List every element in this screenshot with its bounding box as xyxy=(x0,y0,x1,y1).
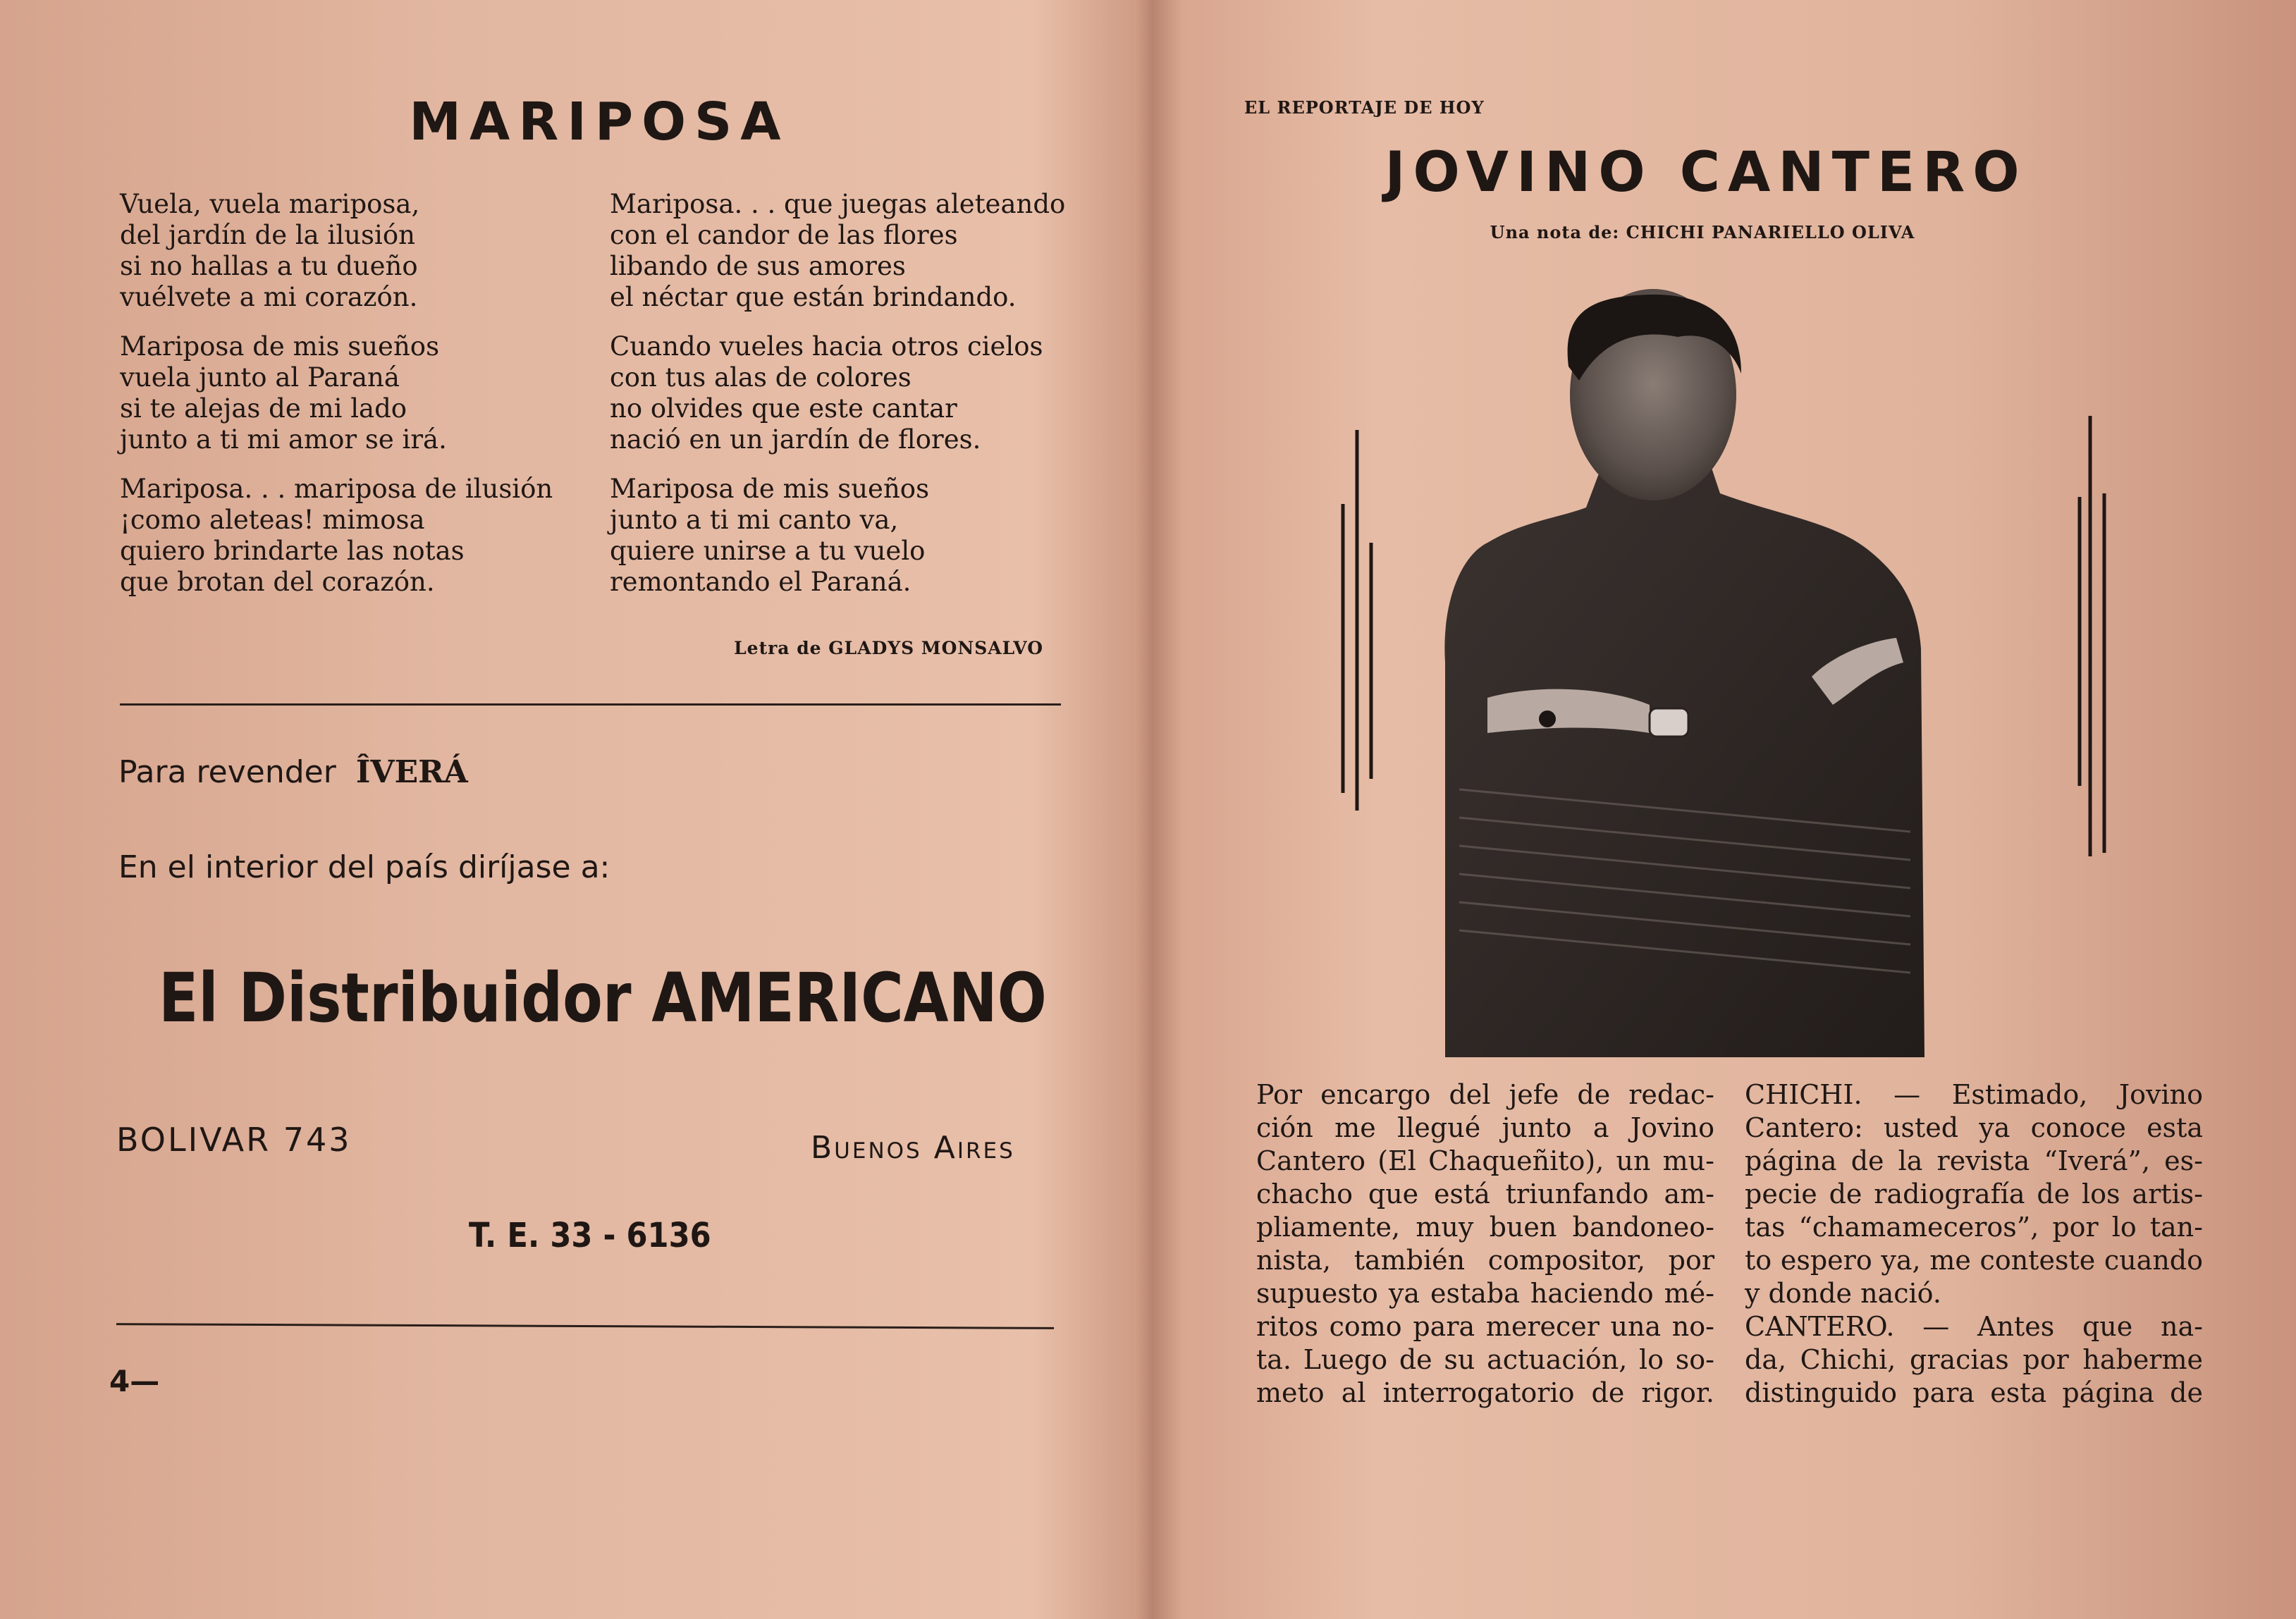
ad-brand: ÎVERÁ xyxy=(355,754,468,790)
article-line: ción me llegué junto a Jovino xyxy=(1256,1112,1714,1143)
decorative-lines-left xyxy=(1343,430,1371,811)
poem-line: Mariposa de mis sueños xyxy=(610,474,930,504)
article-line: supuesto ya estaba haciendo mé- xyxy=(1256,1278,1714,1309)
ad-city: Buenos Aires xyxy=(811,1130,1015,1166)
article-line: tas “chamameceros”, por lo tan- xyxy=(1745,1212,2203,1243)
left-page xyxy=(0,0,1146,1619)
poem-line: vuela junto al Paraná xyxy=(120,362,400,393)
poem-column-1 xyxy=(120,189,585,616)
ad-street: BOLIVAR 743 xyxy=(116,1121,352,1159)
poem-line: vuélvete a mi corazón. xyxy=(120,282,418,312)
stanza xyxy=(610,474,1103,598)
stanza xyxy=(610,189,1103,313)
ad-resell-line xyxy=(118,754,468,790)
poem-line: si te alejas de mi lado xyxy=(120,393,407,424)
poem-line: Mariposa. . . que juegas aleteando xyxy=(610,189,1066,219)
stanza xyxy=(120,331,585,455)
section-kicker: EL REPORTAJE DE HOY xyxy=(1244,97,1485,118)
poem-line: ¡como aleteas! mimosa xyxy=(120,505,425,535)
poem-line: quiere unirse a tu vuelo xyxy=(610,536,926,566)
poem-line: el néctar que están brindando. xyxy=(610,282,1017,312)
poem-line: Mariposa de mis sueños xyxy=(120,331,440,362)
poem-title: MARIPOSA xyxy=(409,92,790,152)
ad-distributor: El Distribuidor AMERICANO xyxy=(159,959,1047,1038)
article-line: CHICHI. — Estimado, Jovino xyxy=(1745,1079,2203,1110)
poem-column-2 xyxy=(610,189,1103,616)
article-line: ta. Luego de su actuación, lo so- xyxy=(1256,1344,1714,1375)
article-line: meto al interrogatorio de rigor. xyxy=(1256,1377,1714,1408)
ad-interior-text: En el interior del país diríjase a: xyxy=(118,849,610,885)
poem-line: Mariposa. . . mariposa de ilusión xyxy=(120,474,553,504)
article-line: página de la revista “Iverá”, es- xyxy=(1745,1145,2203,1176)
right-page xyxy=(1156,0,2296,1619)
article-line: pliamente, muy buen bandoneo- xyxy=(1256,1212,1714,1243)
divider xyxy=(116,1323,1054,1329)
article-line: Cantero (El Chaqueñito), un mu- xyxy=(1256,1145,1714,1176)
poem-line: con tus alas de colores xyxy=(610,362,911,393)
article-line: distinguido para esta página de xyxy=(1745,1377,2203,1408)
byline: Una nota de: CHICHI PANARIELLO OLIVA xyxy=(1490,222,1915,242)
poem-line: no olvides que este cantar xyxy=(610,393,957,424)
poem-credit: Letra de GLADYS MONSALVO xyxy=(734,638,1043,658)
article-line: nista, también compositor, por xyxy=(1256,1245,1714,1276)
portrait-figure xyxy=(1444,289,1924,1057)
article-column-1 xyxy=(1256,1078,1714,1410)
stanza xyxy=(610,331,1103,455)
poem-line: junto a ti mi canto va, xyxy=(610,505,899,535)
stanza xyxy=(120,474,585,598)
article-line: pecie de radiografía de los artis- xyxy=(1745,1178,2203,1209)
poem-line: remontando el Paraná. xyxy=(610,567,911,597)
poem-line: del jardín de la ilusión xyxy=(120,220,415,250)
poem-line: junto a ti mi amor se irá. xyxy=(120,424,447,455)
poem-line: si no hallas a tu dueño xyxy=(120,251,418,281)
portrait-photo xyxy=(1156,0,2296,1071)
divider xyxy=(120,703,1061,706)
poem-line: con el candor de las flores xyxy=(610,220,958,250)
article-column-2 xyxy=(1745,1078,2203,1410)
poem-line: nació en un jardín de flores. xyxy=(610,424,981,455)
poem-line: que brotan del corazón. xyxy=(120,567,435,597)
decorative-lines-right xyxy=(2080,416,2104,856)
poem-line: Cuando vueles hacia otros cielos xyxy=(610,331,1043,362)
ad-phone: T. E. 33 - 6136 xyxy=(469,1216,711,1255)
article-line: da, Chichi, gracias por haberme xyxy=(1745,1344,2203,1375)
article-line: to espero ya, me conteste cuando xyxy=(1745,1245,2203,1276)
page-number: 4— xyxy=(109,1364,160,1398)
article-line: CANTERO. — Antes que na- xyxy=(1745,1311,2203,1342)
article-title: JOVINO CANTERO xyxy=(1385,141,2027,204)
poem-line: quiero brindarte las notas xyxy=(120,536,465,566)
poem-line: Vuela, vuela mariposa, xyxy=(120,189,420,219)
ad-resell-text: Para revender xyxy=(118,754,336,790)
article-line: Por encargo del jefe de redac- xyxy=(1256,1079,1714,1110)
poem-line: libando de sus amores xyxy=(610,251,906,281)
article-line: Cantero: usted ya conoce esta xyxy=(1745,1112,2203,1143)
article-line: chacho que está triunfando am- xyxy=(1256,1178,1714,1209)
stanza xyxy=(120,189,585,313)
article-line: ritos como para merecer una no- xyxy=(1256,1311,1714,1342)
article-line: y donde nació. xyxy=(1745,1278,1941,1309)
